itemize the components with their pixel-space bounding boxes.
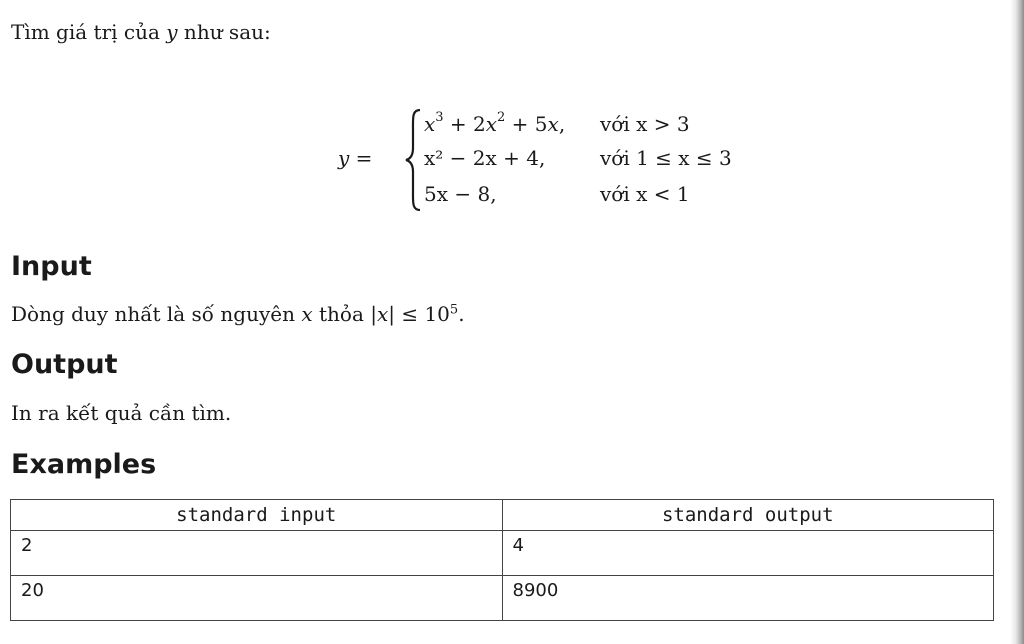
- example-1-input[interactable]: 2: [11, 531, 503, 576]
- input-description: Dòng duy nhất là số nguyên x thỏa $|x| \le 10^5$.: [11, 302, 465, 326]
- case-2-cond: với 1 ≤ x ≤ 3: [600, 146, 732, 170]
- case-3-expr: 5x − 8,: [424, 182, 497, 206]
- case-1-cond: với x > 3: [600, 112, 690, 136]
- case-1-expr: $x^3 + 2x^2 + 5x$,: [424, 110, 566, 136]
- example-2-output[interactable]: 8900: [502, 576, 994, 621]
- table-row: [11, 531, 994, 576]
- case-3-cond: với x < 1: [600, 182, 690, 206]
- intro-before: Tìm giá trị của: [11, 20, 167, 44]
- header-standard-input: standard input: [11, 500, 503, 531]
- formula-lhs: y =: [338, 146, 373, 170]
- output-description: In ra kết quả cần tìm.: [11, 401, 232, 425]
- page-edge-shadow: [1010, 0, 1024, 644]
- input-heading: Input: [11, 251, 92, 282]
- intro-after: như sau:: [177, 20, 271, 44]
- examples-table: [10, 499, 994, 621]
- examples-heading: Examples: [11, 449, 157, 480]
- example-2-input[interactable]: 20: [11, 576, 503, 621]
- piecewise-formula: [338, 108, 758, 212]
- left-brace-icon: [404, 108, 424, 212]
- intro-var: y: [166, 20, 178, 44]
- table-header-row: [11, 500, 994, 531]
- table-row: [11, 576, 994, 621]
- output-heading: Output: [11, 349, 118, 380]
- case-2-expr: x² − 2x + 4,: [424, 146, 546, 170]
- header-standard-output: standard output: [502, 500, 994, 531]
- example-1-output[interactable]: 4: [502, 531, 994, 576]
- intro-text: [11, 20, 271, 44]
